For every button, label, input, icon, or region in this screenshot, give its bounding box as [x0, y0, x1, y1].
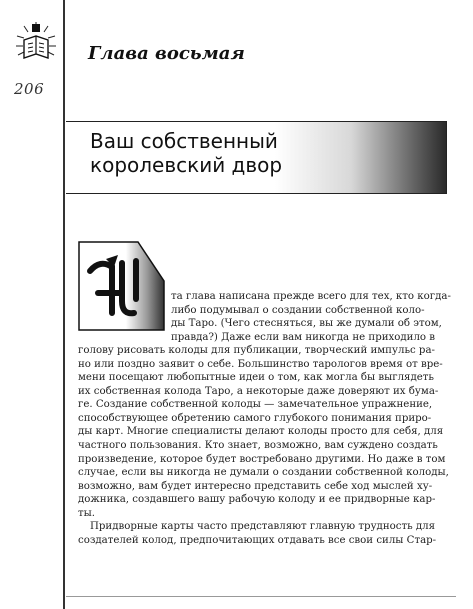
bottom-divider: [66, 596, 456, 597]
body-line: ге. Создание собственной колоды — замечательное упражнение,: [78, 399, 433, 411]
chapter-title-line: Ваш собственный: [90, 129, 278, 153]
chapter-label: Глава восьмая: [88, 43, 245, 64]
body-line: создателей колод, предпочитающих отдавать все свои силы Стар-: [78, 534, 437, 546]
body-line: но или поздно заявит о себе. Большинство тарологов время от вре-: [78, 358, 443, 370]
body-line: та глава написана прежде всего для тех, кто когда-: [171, 291, 451, 302]
page-number: 206: [14, 80, 45, 98]
body-line: голову рисовать колоды для публикации, творческий импульс ра-: [78, 345, 435, 357]
body-line: мени посещают любопытные идеи о том, как могла бы выглядеть: [78, 372, 434, 384]
margin-rule: [63, 0, 65, 609]
body-line: дожника, создавшего вашу рабочую колоду и ее придворные кар-: [78, 494, 436, 506]
body-line: ды карт. Многие специалисты делают колоды просто для себя, для: [78, 426, 444, 438]
body-line: ты.: [78, 507, 95, 519]
body-text: [78, 290, 451, 547]
chapter-title-line: королевский двор: [90, 153, 283, 177]
body-line: возможно, вам будет интересно представить себе ход мыслей ху-: [78, 480, 433, 492]
body-line: произведение, которое будет востребовано другими. Но даже в том: [78, 453, 446, 465]
body-line: способствующее обретению самого глубокого понимания приро-: [78, 412, 432, 424]
body-line: частного пользования. Кто знает, возможно, вам суждено создать: [78, 440, 438, 452]
body-line: либо подумывал о создании собственной коло-: [171, 304, 425, 316]
chapter-title: [90, 129, 370, 177]
body-line: их собственная колода Таро, а некоторые даже доверяют их бума-: [78, 385, 439, 397]
book-emblem-icon: [14, 20, 58, 64]
body-line: правда?) Даже если вам никогда не приходило в: [171, 331, 436, 343]
body-line: ды Таро. (Чего стесняться, вы же думали об этом,: [171, 318, 442, 330]
body-line: случае, если вы никогда не думали о создании собственной колоды,: [78, 467, 449, 479]
body-line: Придворные карты часто представляют главную трудность для: [90, 521, 436, 533]
